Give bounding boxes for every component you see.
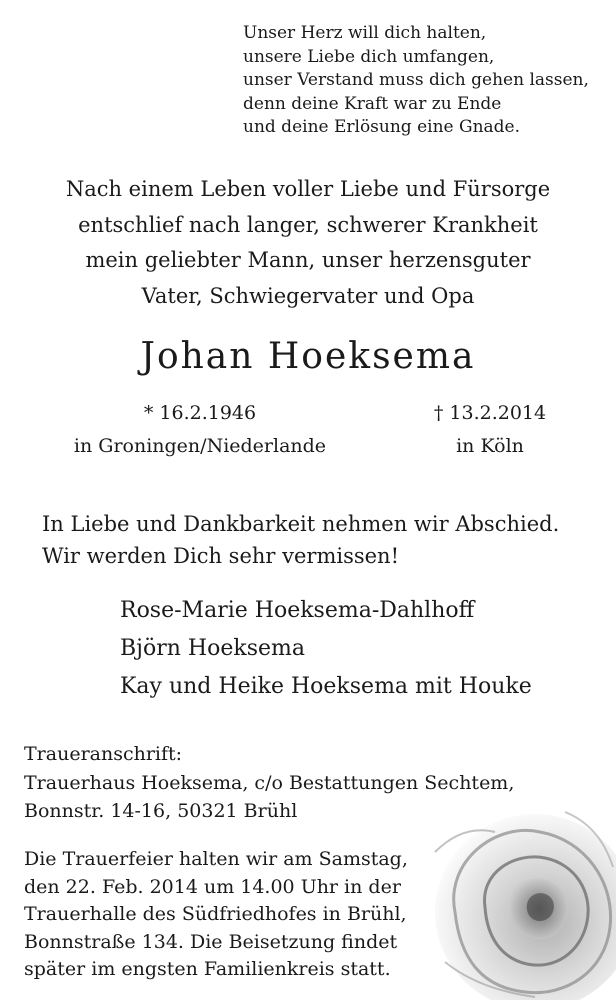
family-member: Kay und Heike Hoeksema mit Houke (120, 674, 532, 699)
funeral-service-info (24, 846, 408, 984)
birth-place: in Groningen/Niederlande (73, 435, 327, 457)
farewell-text (42, 508, 559, 572)
family-member: Rose-Marie Hoeksema-Dahlhoff (120, 598, 475, 623)
death-info (400, 397, 580, 463)
intro-line: entschlief nach langer, schwerer Krankheit (78, 212, 538, 237)
birth-info (50, 397, 350, 463)
address-line: Trauerhaus Hoeksema, c/o Bestattungen Sechtem, (24, 771, 515, 794)
service-line: den 22. Feb. 2014 um 14.00 Uhr in der (24, 875, 401, 898)
poem-line: denn deine Kraft war zu Ende (243, 93, 502, 114)
family-list (120, 592, 532, 706)
farewell-line: In Liebe und Dankbarkeit nehmen wir Abschied. (42, 512, 560, 536)
service-line: Trauerhalle des Südfriedhofes in Brühl, (24, 903, 407, 925)
intro-line: Nach einem Leben voller Liebe und Fürsorge (65, 177, 551, 201)
farewell-line: Wir werden Dich sehr vermissen! (42, 544, 400, 568)
service-line: später im engsten Familienkreis statt. (24, 958, 391, 980)
intro-line: mein geliebter Mann, unser herzensguter (85, 248, 531, 272)
service-line: Die Trauerfeier halten wir am Samstag, (24, 848, 408, 870)
poem-verse (243, 22, 589, 140)
death-date: † 13.2.2014 (433, 402, 547, 424)
rose-image (415, 792, 616, 1000)
poem-line: unser Verstand muss dich gehen lassen, (243, 70, 589, 90)
intro-line: Vater, Schwiegervater und Opa (141, 283, 475, 308)
address-line: Traueranschrift: (24, 743, 183, 765)
family-member: Björn Hoeksema (120, 636, 305, 661)
birth-date: * 16.2.1946 (143, 402, 257, 424)
intro-text (0, 172, 616, 314)
poem-line: Unser Herz will dich halten, (243, 23, 487, 43)
deceased-name: Johan Hoeksema (140, 336, 476, 377)
poem-line: und deine Erlösung eine Gnade. (243, 117, 521, 137)
address-line: Bonnstr. 14-16, 50321 Brühl (24, 800, 298, 822)
service-line: Bonnstraße 134. Die Beisetzung findet (24, 930, 398, 953)
death-place: in Köln (456, 435, 524, 457)
poem-line: unsere Liebe dich umfangen, (243, 46, 495, 67)
